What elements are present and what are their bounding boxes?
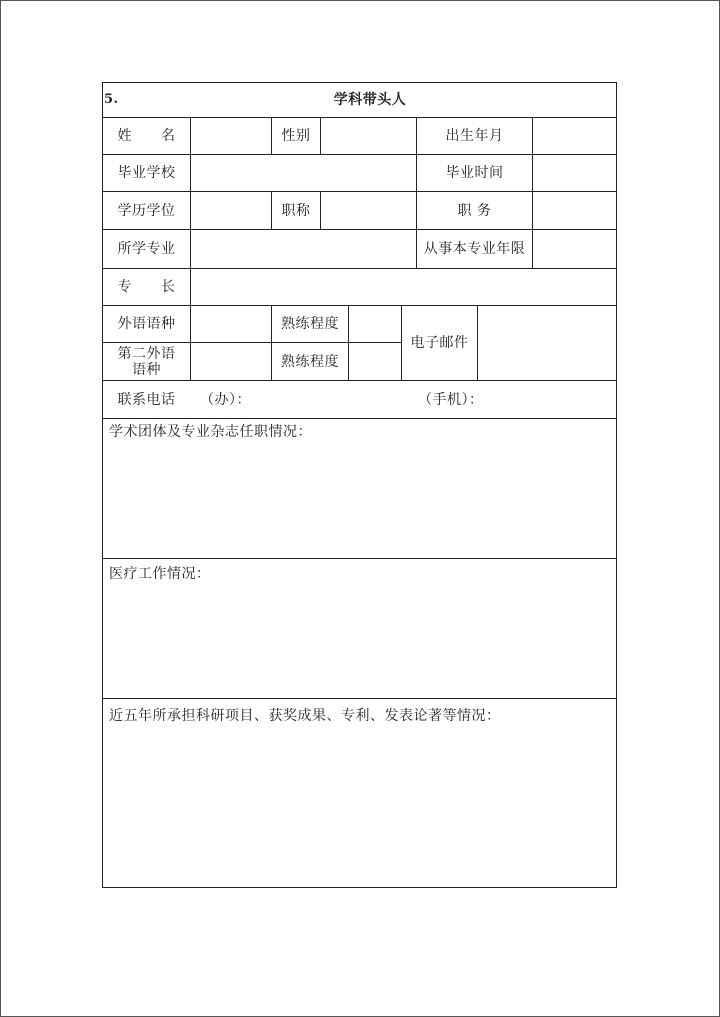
gender-label: 性别 — [281, 128, 311, 144]
years-field[interactable] — [533, 230, 616, 268]
school-field[interactable] — [191, 155, 416, 191]
mobile-phone-label: （手机）： — [418, 391, 484, 408]
research-section-field[interactable] — [103, 728, 616, 887]
proficiency-field-2[interactable] — [349, 343, 401, 380]
position-label: 职 务 — [457, 202, 492, 219]
birth-field[interactable] — [533, 118, 616, 154]
grad-time-field[interactable] — [533, 155, 616, 191]
second-language-label — [103, 343, 190, 380]
specialty-label: 专 长 — [117, 279, 176, 295]
foreign-language-label: 外语语种 — [117, 316, 176, 332]
academic-section-field[interactable] — [103, 444, 616, 558]
gender-field[interactable] — [321, 118, 416, 154]
major-label: 所学专业 — [117, 241, 176, 257]
major-field[interactable] — [191, 230, 416, 268]
specialty-field[interactable] — [191, 269, 616, 305]
name-label: 姓 名 — [117, 128, 176, 144]
title-rank-field[interactable] — [321, 192, 416, 229]
title-rank-label: 职称 — [281, 202, 311, 219]
proficiency-label-1: 熟练程度 — [281, 316, 339, 332]
medical-section-field[interactable] — [103, 586, 616, 698]
medical-section-label: 医疗工作情况： — [109, 566, 211, 582]
degree-field[interactable] — [191, 192, 271, 229]
proficiency-label-2: 熟练程度 — [281, 353, 339, 370]
birth-label: 出生年月 — [445, 128, 504, 144]
foreign-language-field[interactable] — [191, 306, 271, 342]
academic-section-label: 学术团体及专业杂志任职情况： — [109, 424, 312, 440]
email-field[interactable] — [478, 306, 616, 380]
school-label: 毕业学校 — [117, 165, 176, 181]
email-label: 电子邮件 — [410, 335, 469, 351]
phone-label: 联系电话 — [117, 391, 176, 408]
second-language-field[interactable] — [191, 343, 271, 380]
research-section-label: 近五年所承担科研项目、获奖成果、专利、发表论著等情况： — [109, 708, 501, 724]
position-field[interactable] — [533, 192, 616, 229]
form-title: 学科带头人 — [333, 92, 407, 108]
proficiency-field-1[interactable] — [349, 306, 401, 342]
office-phone-label: （办）： — [200, 391, 251, 408]
second-language-label-line1: 第二外语 — [117, 345, 176, 362]
section-number: 5. — [104, 92, 119, 107]
grad-time-label: 毕业时间 — [445, 165, 504, 181]
years-label: 从事本专业年限 — [423, 241, 526, 257]
second-language-label-line2: 语种 — [132, 361, 161, 378]
degree-label: 学历学位 — [117, 202, 176, 219]
name-field[interactable] — [191, 118, 271, 154]
